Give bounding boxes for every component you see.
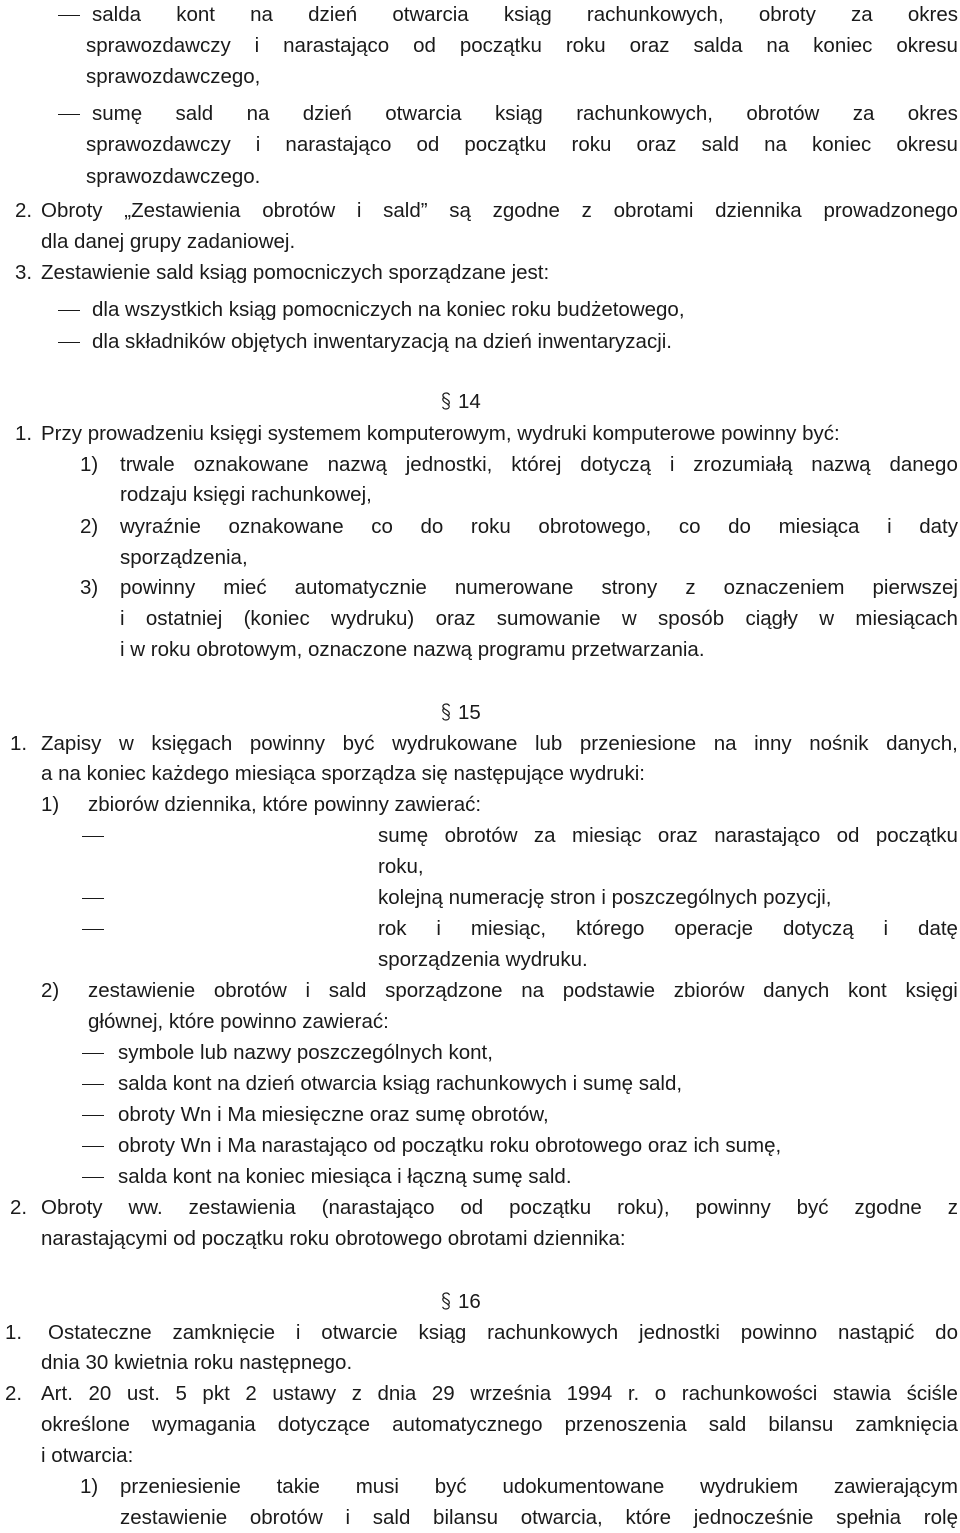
paragraph-text: a na koniec każdego miesiąca sporządza się następujące wydruki: (41, 762, 645, 785)
sub-item-text: obroty Wn i Ma narastająco od początku roku obrotowego oraz ich sumę, (118, 1134, 782, 1157)
paragraph-number: 1. (10, 732, 28, 755)
list-item-text: dla wszystkich ksiąg pomocniczych na koniec roku budżetowego, (92, 298, 685, 321)
word: rachunkowych, (586, 3, 724, 26)
word: sprawozdawczy (86, 133, 231, 156)
word: dnia (377, 1382, 417, 1405)
paragraph-text (41, 728, 958, 759)
word: sald” (383, 199, 428, 222)
section-number: 15 (458, 701, 481, 724)
word: okresu (896, 34, 958, 57)
word: okresu (896, 133, 958, 156)
word: i (887, 515, 892, 538)
sub-item-text (378, 913, 958, 944)
word: dotyczą (782, 917, 854, 940)
section-heading-15 (440, 697, 481, 728)
word: ostatniej (145, 607, 223, 630)
word: sumę (378, 824, 429, 847)
paragraph-number: 2. (15, 199, 33, 222)
list-dash (58, 342, 80, 343)
word: koniec (813, 34, 873, 57)
paragraph-text: narastającymi od początku roku obrotowego obrotami dziennika: (41, 1227, 626, 1250)
word: rachunkowych, (576, 102, 713, 125)
word: koniec (812, 133, 872, 156)
word: obrotów (249, 1506, 323, 1529)
word: roku (571, 133, 612, 156)
word: za (852, 102, 875, 125)
word: zgodne (854, 1196, 922, 1219)
word: narastająco (285, 133, 392, 156)
list-dash (82, 836, 104, 837)
word: dzień (308, 3, 358, 26)
word: ust. (126, 1382, 160, 1405)
word: co (678, 515, 701, 538)
word: co (371, 515, 393, 538)
word: 20 (88, 1382, 112, 1405)
word: otwarcia (385, 102, 462, 125)
word: w (118, 732, 134, 755)
word: miesiąca (778, 515, 860, 538)
word: danych, (886, 732, 958, 755)
paragraph-text (41, 1192, 958, 1223)
word: powinny (120, 576, 196, 599)
word: zbiorów (673, 979, 745, 1002)
list-dash (82, 1115, 104, 1116)
section-sign-icon (440, 703, 452, 721)
word: oznaczeniem (723, 576, 845, 599)
word: od (416, 133, 440, 156)
word: pierwszej (872, 576, 958, 599)
word: obrotami (613, 199, 694, 222)
word: sumę (92, 102, 143, 125)
list-dash (82, 1084, 104, 1085)
paragraph-text: i otwarcia: (41, 1444, 134, 1467)
word: zgodne (492, 199, 560, 222)
word: oznakowane (193, 453, 309, 476)
word: 1994 (566, 1382, 613, 1405)
word: okres (907, 3, 958, 26)
word: ksiąg (494, 102, 543, 125)
word: dotyczące (277, 1413, 371, 1436)
word: Art. (41, 1382, 73, 1405)
word: w (621, 607, 637, 630)
word: obrotów (262, 199, 336, 222)
word: wymagania (151, 1413, 256, 1436)
item-number: 3) (80, 576, 99, 599)
word: miesiąc (572, 824, 642, 847)
word: i (305, 979, 311, 1002)
word: przenoszenia (564, 1413, 687, 1436)
word: lub (534, 732, 563, 755)
list-item-text: sprawozdawczego, (86, 65, 261, 88)
word: przeniesione (579, 732, 697, 755)
word: początku (875, 824, 958, 847)
word: być (434, 1475, 467, 1498)
word: jednostki (639, 1321, 720, 1344)
word: Ostateczne (48, 1321, 152, 1344)
word: numerowane (454, 576, 574, 599)
word: i (436, 917, 441, 940)
word: stawia (832, 1382, 892, 1405)
word: i (254, 34, 260, 57)
word: narastająco (283, 34, 390, 57)
list-dash (82, 1177, 104, 1178)
word: automatycznego (392, 1413, 543, 1436)
word: nazwą (811, 453, 871, 476)
word: sald (701, 133, 740, 156)
list-dash (58, 114, 80, 115)
item-text (120, 572, 958, 603)
item-text (120, 1471, 958, 1502)
word: sporządzone (385, 979, 503, 1002)
word: dziennika (715, 199, 802, 222)
word: obrotów (213, 979, 287, 1002)
word: rachunkowości (681, 1382, 818, 1405)
sub-item-text: salda kont na koniec miesiąca i łączną sumę sald. (118, 1165, 572, 1188)
word: podstawie (562, 979, 656, 1002)
word: z (685, 576, 696, 599)
list-dash (82, 898, 104, 899)
word: otwarcie (321, 1321, 398, 1344)
paragraph-text: Przy prowadzeniu księgi systemem komputerowym, wydruki komputerowe powinny być: (41, 422, 840, 445)
word: dzień (302, 102, 352, 125)
section-heading-16 (440, 1286, 481, 1317)
paragraph-number: 2. (5, 1382, 23, 1405)
word: oznakowane (228, 515, 344, 538)
word: inny (754, 732, 792, 755)
paragraph-text: Zestawienie sald ksiąg pomocniczych sporządzane jest: (41, 261, 550, 284)
word: obroty (758, 3, 816, 26)
item-text (120, 1502, 958, 1533)
word: do (420, 515, 444, 538)
word: narastająco (714, 824, 821, 847)
word: jednostki, (405, 453, 493, 476)
paragraph-text: dnia 30 kwietnia roku następnego. (41, 1351, 353, 1374)
word: oraz (435, 607, 476, 630)
sub-item-text: salda kont na dzień otwarcia ksiąg rachunkowych i sumę sald, (118, 1072, 683, 1095)
word: za (533, 824, 556, 847)
word: kont (176, 3, 215, 26)
word: i (883, 917, 889, 940)
word: wydruku) (331, 607, 415, 630)
section-number: 14 (458, 390, 481, 413)
word: wydrukiem (700, 1475, 799, 1498)
word: otwarcia (392, 3, 469, 26)
word: które (625, 1506, 672, 1529)
sub-item-text: kolejną numerację stron i poszczególnych pozycji, (378, 886, 832, 909)
word: r. (627, 1382, 640, 1405)
word: sprawozdawczy (86, 34, 231, 57)
word: roku (470, 515, 511, 538)
word: otwarcia, (520, 1506, 603, 1529)
sub-item-text: roku, (378, 855, 424, 878)
word: danego (889, 453, 958, 476)
paragraph-text (48, 1317, 958, 1348)
word: nazwą (327, 453, 387, 476)
word: i (120, 607, 125, 630)
paragraph-number: 1. (5, 1321, 23, 1344)
section-number: 16 (458, 1290, 481, 1313)
word: ww. (128, 1196, 163, 1219)
word: Obroty (41, 1196, 103, 1219)
item-text: rodzaju księgi rachunkowej, (120, 483, 372, 506)
word: operacje (674, 917, 754, 940)
word: na (764, 133, 787, 156)
word: początku (464, 133, 547, 156)
word: bilansu (433, 1506, 499, 1529)
list-dash (58, 310, 80, 311)
item-number: 2) (41, 979, 60, 1002)
word: księgi (905, 979, 958, 1002)
list-item-text (86, 30, 958, 61)
word: początku (509, 1196, 592, 1219)
word: mieć (223, 576, 267, 599)
word: okres (907, 102, 958, 125)
word: do (728, 515, 751, 538)
sub-item-text: symbole lub nazwy poszczególnych kont, (118, 1041, 493, 1064)
list-item-text (86, 129, 958, 160)
paragraph-text (41, 195, 958, 226)
word: rolę (923, 1506, 958, 1529)
word: powinny (249, 732, 326, 755)
item-text (120, 511, 958, 542)
word: zestawienie (120, 1506, 228, 1529)
list-dash (82, 929, 104, 930)
word: 5 (175, 1382, 187, 1405)
item-number: 2) (80, 515, 99, 538)
word: na (766, 34, 790, 57)
word: roku), (617, 1196, 670, 1219)
word: datę (918, 917, 958, 940)
word: prowadzonego (823, 199, 958, 222)
word: automatycznie (294, 576, 427, 599)
item-text: zbiorów dziennika, które powinny zawierać: (88, 793, 482, 816)
word: udokumentowane (502, 1475, 665, 1498)
list-dash (58, 15, 80, 16)
word: miesiąc, (470, 917, 547, 940)
section-sign-icon (440, 392, 452, 410)
word: ksiąg (503, 3, 552, 26)
word: nośnik (809, 732, 869, 755)
word: oraz (657, 824, 698, 847)
list-dash (82, 1053, 104, 1054)
list-item-text: dla składników objętych inwentaryzacją na dzień inwentaryzacji. (92, 330, 672, 353)
sub-item-text: obroty Wn i Ma miesięczne oraz sumę obrotów, (118, 1103, 549, 1126)
section-sign-icon (440, 1292, 452, 1310)
word: (narastająco (321, 1196, 435, 1219)
word: jednocześnie (693, 1506, 814, 1529)
word: roku (565, 34, 606, 57)
word: daty (919, 515, 958, 538)
word: 29 (431, 1382, 455, 1405)
word: za (851, 3, 873, 26)
word: „Zestawienia (124, 199, 241, 222)
word: 2 (245, 1382, 257, 1405)
sub-item-text (378, 820, 958, 851)
word: od (460, 1196, 484, 1219)
list-item-text (92, 98, 958, 129)
word: początku (459, 34, 542, 57)
word: wydrukowane (392, 732, 518, 755)
word: danych (763, 979, 830, 1002)
item-text (88, 975, 958, 1006)
word: być (342, 732, 375, 755)
word: miesiącach (855, 607, 958, 630)
word: powinno (740, 1321, 818, 1344)
word: rok (378, 917, 407, 940)
item-number: 1) (80, 1475, 99, 1498)
item-text (120, 603, 958, 634)
word: są (449, 199, 471, 222)
word: na (246, 102, 270, 125)
word: zrozumiałą (693, 453, 793, 476)
word: od (413, 34, 436, 57)
item-text: sporządzenia, (120, 546, 248, 569)
word: i (356, 199, 362, 222)
word: z (581, 199, 592, 222)
word: określone (41, 1413, 130, 1436)
word: i (345, 1506, 351, 1529)
word: księgach (151, 732, 233, 755)
word: i (255, 133, 261, 156)
word: ciągły (745, 607, 798, 630)
word: od (836, 824, 860, 847)
item-text: i w roku obrotowym, oznaczone nazwą programu przetwarzania. (120, 638, 705, 661)
word: września (470, 1382, 552, 1405)
list-dash (82, 1146, 104, 1147)
word: której (511, 453, 562, 476)
word: bilansu (768, 1413, 834, 1436)
item-number: 1) (41, 793, 60, 816)
word: ustawy (272, 1382, 337, 1405)
word: sald (372, 1506, 411, 1529)
word: przeniesienie (120, 1475, 241, 1498)
word: sald (175, 102, 214, 125)
word: sald (708, 1413, 747, 1436)
word: ściśle (906, 1382, 958, 1405)
word: kont (847, 979, 887, 1002)
word: z (351, 1382, 362, 1405)
word: na (521, 979, 545, 1002)
word: na (713, 732, 737, 755)
word: trwale (120, 453, 175, 476)
paragraph-number: 2. (10, 1196, 28, 1219)
word: musi (355, 1475, 399, 1498)
word: ksiąg (418, 1321, 467, 1344)
word: sald (328, 979, 367, 1002)
word: zamknięcia (855, 1413, 958, 1436)
word: (koniec (243, 607, 310, 630)
item-number: 1) (80, 453, 99, 476)
word: strony (601, 576, 658, 599)
word: nastąpić (837, 1321, 915, 1344)
word: Obroty (41, 199, 103, 222)
word: obrotów (746, 102, 820, 125)
word: obrotowego, (538, 515, 652, 538)
word: takie (276, 1475, 320, 1498)
word: zawierającym (833, 1475, 958, 1498)
word: którego (576, 917, 645, 940)
paragraph-text: dla danej grupy zadaniowej. (41, 230, 296, 253)
word: i (295, 1321, 301, 1344)
item-text (120, 449, 958, 480)
word: powinny (695, 1196, 771, 1219)
word: pkt (202, 1382, 230, 1405)
word: rachunkowych (487, 1321, 619, 1344)
word: oraz (636, 133, 677, 156)
word: sumowanie (496, 607, 601, 630)
word: salda (693, 34, 743, 57)
word: dotyczą (580, 453, 651, 476)
word: spełnia (836, 1506, 902, 1529)
word: o (654, 1382, 667, 1405)
word: na (250, 3, 273, 26)
sub-item-text: sporządzenia wydruku. (378, 948, 588, 971)
list-item-text (92, 0, 958, 30)
word: zestawienia (188, 1196, 296, 1219)
word: być (796, 1196, 829, 1219)
paragraph-text (41, 1378, 958, 1409)
word: Zapisy (41, 732, 102, 755)
word: zestawienie (88, 979, 196, 1002)
word: sposób (658, 607, 725, 630)
word: w (819, 607, 835, 630)
word: oraz (629, 34, 670, 57)
item-text: głównej, które powinno zawierać: (88, 1010, 389, 1033)
word: zamknięcie (172, 1321, 276, 1344)
word: wyraźnie (120, 515, 201, 538)
paragraph-number: 3. (15, 261, 33, 284)
word: i (669, 453, 675, 476)
word: salda (92, 3, 142, 26)
paragraph-number: 1. (15, 422, 33, 445)
section-heading-14 (440, 386, 481, 417)
list-item-text: sprawozdawczego. (86, 165, 261, 188)
word: obrotów (444, 824, 518, 847)
word: z (947, 1196, 958, 1219)
word: do (935, 1321, 958, 1344)
paragraph-text (41, 1409, 958, 1440)
